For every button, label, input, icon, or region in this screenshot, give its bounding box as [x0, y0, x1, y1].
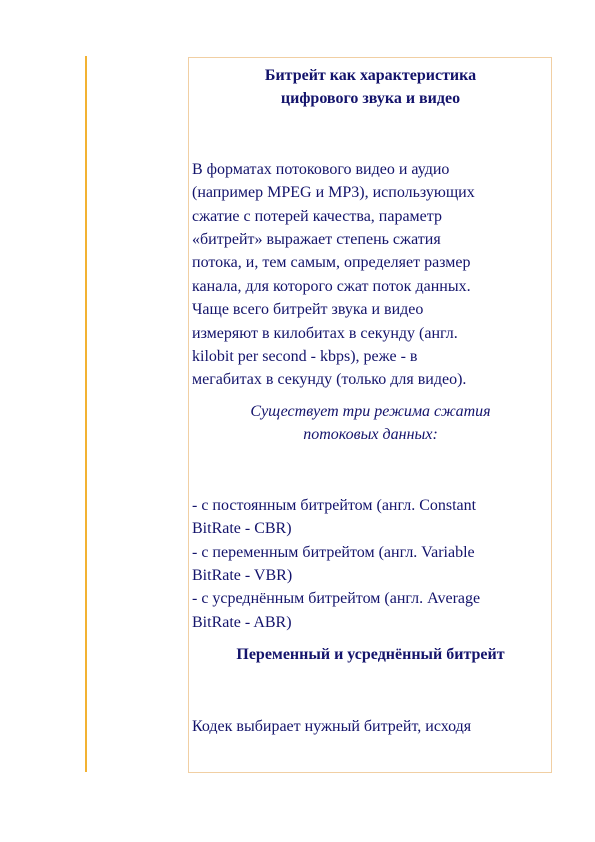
list-line: BitRate - ABR) — [192, 613, 292, 631]
page-title — [192, 64, 549, 111]
list-line: BitRate - CBR) — [192, 520, 292, 538]
list-line: BitRate - VBR) — [192, 566, 293, 584]
paragraph-line: канала, для которого сжат поток данных. — [192, 277, 471, 295]
intro-paragraph — [192, 158, 549, 392]
margin-rule — [85, 56, 87, 772]
list-line: - с усреднённым битрейтом (англ. Average — [192, 590, 481, 608]
paragraph-line: измеряют в килобитах в секунду (англ. — [192, 324, 458, 342]
paragraph-line: kilobit per second - kbps), реже - в — [192, 348, 418, 366]
title-line: Битрейт как характеристика — [264, 67, 477, 84]
paragraph-line: В форматах потокового видео и аудио — [192, 160, 450, 178]
paragraph-line: «битрейт» выражает степень сжатия — [192, 231, 441, 249]
modes-heading-line: потоковых данных: — [303, 426, 438, 444]
content-panel — [188, 57, 552, 773]
paragraph-line: сжатие с потерей качества, параметр — [192, 207, 442, 225]
paragraph-line: Чаще всего битрейт звука и видео — [192, 301, 424, 319]
title-line: цифрового звука и видео — [280, 90, 461, 108]
paragraph-line: потока, и, тем самым, определяет размер — [192, 254, 471, 272]
paragraph-line: мегабитах в секунду (только для видео). — [192, 371, 467, 389]
paragraph-line: (например MPEG и MP3), использующих — [192, 184, 475, 202]
list-line: - с переменным битрейтом (англ. Variable — [192, 543, 475, 561]
modes-heading-line: Существует три режима сжатия — [250, 402, 491, 420]
modes-heading — [192, 400, 549, 447]
list-line: - с постоянным битрейтом (англ. Constant — [192, 496, 477, 514]
paragraph-line: Кодек выбирает нужный битрейт, исходя — [192, 717, 472, 735]
section-heading: Переменный и усреднённый битрейт — [236, 646, 505, 664]
modes-list — [192, 494, 549, 634]
